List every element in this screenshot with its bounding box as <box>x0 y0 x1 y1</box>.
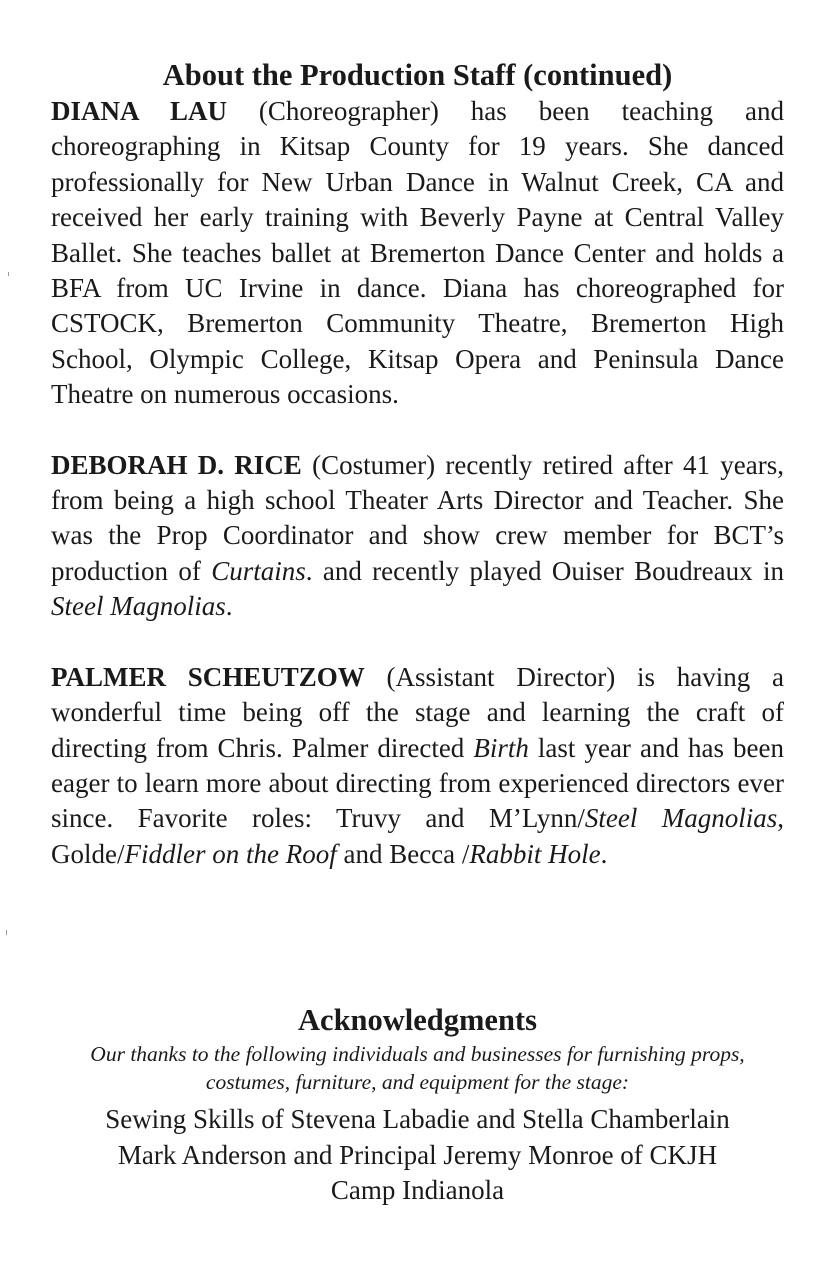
bio-name: PALMER SCHEUTZOW <box>51 661 365 692</box>
bio-name: DEBORAH D. RICE <box>51 449 302 480</box>
bio-text-run: and Becca / <box>336 838 470 869</box>
italic-title: Birth <box>473 732 529 763</box>
scan-mark-top <box>8 272 9 276</box>
bio-text-run: . <box>600 838 608 869</box>
bio-text <box>51 96 784 409</box>
italic-title: Fiddler on the Roof <box>124 838 337 869</box>
bio-diana-lau <box>51 94 784 413</box>
bio-text-run: . and recently played Ouiser Boudreaux in <box>305 555 784 586</box>
production-staff-section <box>51 56 784 872</box>
bio-text-run: (Choreographer) has been teaching and choreographing in Kitsap County for 19 years. She danced professionally for New Urban Dance in Walnut Creek, CA and received her early training with Beverly Payne at Central Valley Ballet. She teaches ballet at Bremerton Dance Center and holds a BFA from UC Irvine in dance. Diana has choreographed for CSTOCK, Bremerton Community Theatre, Bremerton High School, Olympic College, Kitsap Opera and Peninsula Dance Theatre on numerous occasions. <box>51 96 784 410</box>
bio-text-run: , Golde/ <box>51 803 784 869</box>
section-title: About the Production Staff (continued) <box>162 58 673 92</box>
acknowledgment-line: Sewing Skills of Stevena Labadie and Stella Chamberlain <box>105 1104 730 1134</box>
acknowledgment-line: Mark Anderson and Principal Jeremy Monroe of CKJH <box>117 1139 718 1170</box>
acknowledgments-title: Acknowledgments <box>298 1003 537 1037</box>
bio-text-run: (Assistant Director) is having a wonderful time being off the stage and learning the craft of directing from Chris. Palmer directed <box>51 661 785 763</box>
italic-title: Steel Magnolias <box>51 591 226 622</box>
bio-text <box>51 662 784 869</box>
italic-title: Steel Magnolias <box>584 803 778 834</box>
acknowledgments-section <box>51 1002 784 1209</box>
acknowledgment-line: Camp Indianola <box>330 1175 505 1205</box>
bio-text-run: . <box>225 591 233 622</box>
bio-text-run: (Costumer) recently retired after 41 years, from being a high school Theater Arts Director and Teacher. She was the Prop Coordinator and show crew member for BCT’s production of <box>51 449 785 586</box>
bio-palmer-scheutzow <box>51 660 784 872</box>
italic-title: Curtains <box>211 555 306 586</box>
acknowledgments-intro: Our thanks to the following individuals and businesses for furnishing props, costumes, furniture, and equipment for the stage: <box>90 1042 745 1094</box>
bio-deborah-rice <box>51 448 784 625</box>
bio-text-run: last year and has been eager to learn more about directing from experienced directors ever since. Favorite roles: Truvy and M’Lynn/ <box>51 732 784 834</box>
scan-mark-bottom <box>6 930 7 935</box>
bio-name: DIANA LAU <box>51 96 227 126</box>
italic-title: Rabbit Hole <box>469 838 601 869</box>
